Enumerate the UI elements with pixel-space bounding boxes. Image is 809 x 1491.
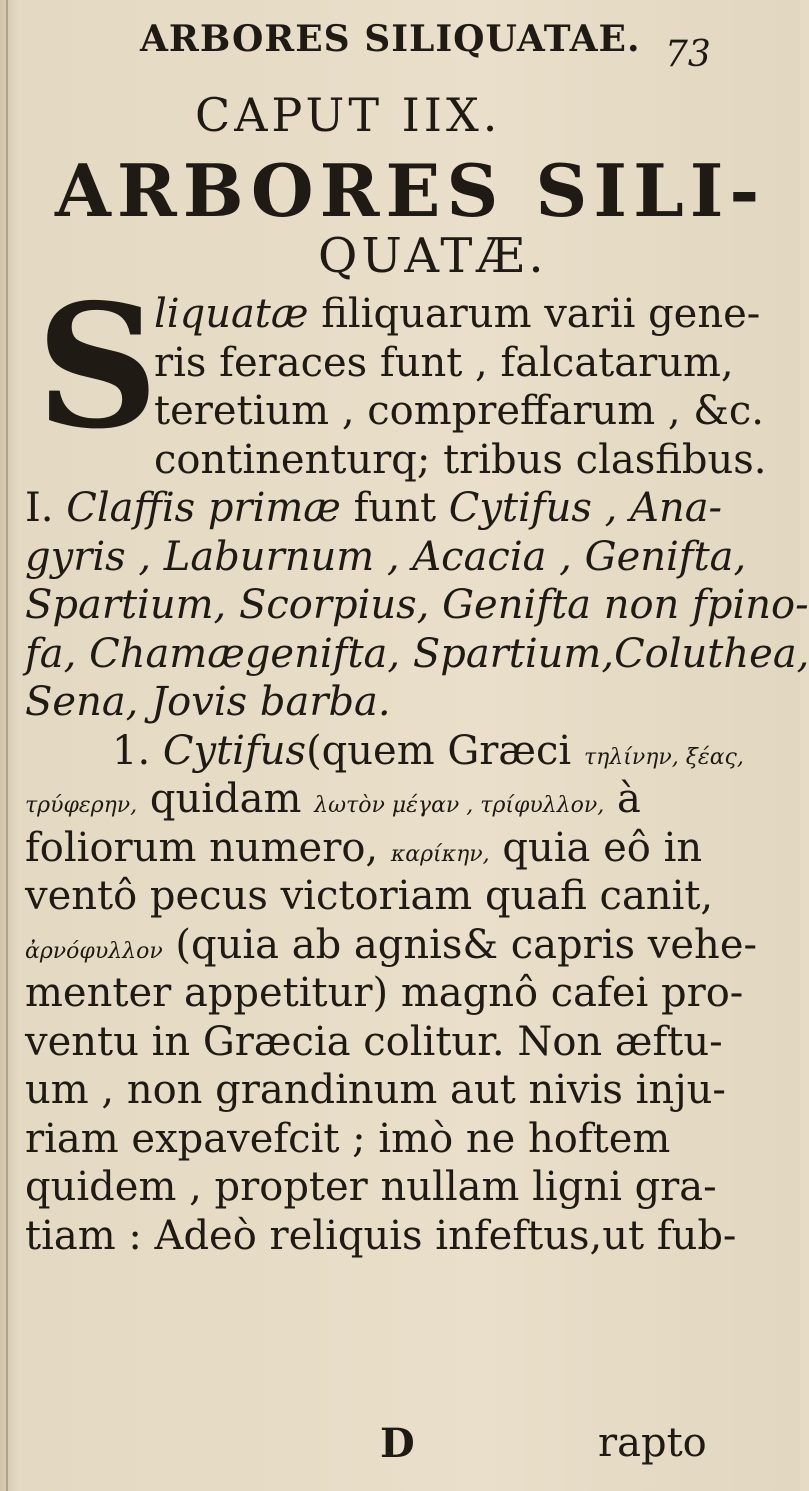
running-title: ARBORES SILIQUATAE.	[140, 18, 641, 60]
text-segment: quidam	[137, 776, 315, 822]
text-segment: riam expavefcit ; imò ne hoftem	[25, 1115, 671, 1162]
text-segment: Sena, Jovis barba.	[25, 679, 391, 725]
text-segment: (quem Græci	[306, 727, 584, 774]
text-segment: teretium , compreffarum , &c.	[154, 388, 764, 434]
chapter-heading: CAPUT IIX.	[195, 88, 502, 142]
text-line	[20, 1115, 790, 1164]
text-line	[20, 1163, 790, 1212]
text-segment: liquatæ	[154, 291, 309, 337]
text-segment: ventu in Græcia colitur. Non æftu-	[25, 1018, 723, 1065]
text-segment: gyris , Laburnum , Acacia , Genifta,	[25, 533, 747, 580]
greek-text: τρύφερην,	[25, 793, 138, 818]
text-segment: I.	[25, 485, 67, 531]
text-line	[20, 1066, 790, 1115]
text-segment: Cytifus , Ana-	[448, 485, 723, 531]
text-segment: continenturq; tribus clasfibus.	[154, 436, 767, 483]
text-line	[20, 872, 790, 921]
greek-text: λωτὸν μέγαν , τρίφυλλον,	[314, 793, 605, 818]
text-segment: ventô pecus victoriam quafi canit,	[25, 873, 714, 919]
text-segment: 1.	[112, 727, 163, 774]
text-segment: Claffis primæ	[66, 485, 341, 531]
text-segment: Cytifus	[162, 727, 307, 774]
text-line	[20, 581, 809, 630]
text-segment: à	[604, 776, 641, 822]
page-header	[0, 14, 800, 74]
text-segment: (quia ab agnis& capris vehe-	[162, 921, 757, 968]
text-line	[20, 533, 790, 582]
page-footer	[0, 1420, 800, 1470]
greek-text: καρίκην,	[390, 841, 490, 867]
text-segment: funt	[340, 485, 449, 531]
greek-text: ἀρνόφυλλον	[25, 938, 163, 964]
text-line	[20, 630, 809, 679]
text-line	[20, 1212, 790, 1261]
text-line	[20, 678, 790, 727]
text-segment: quia eô in	[489, 824, 703, 871]
text-line	[20, 484, 790, 533]
text-line	[20, 1018, 790, 1067]
text-line	[20, 727, 790, 776]
catchword: rapto	[598, 1420, 707, 1466]
text-segment: um , non grandinum aut nivis inju-	[25, 1067, 726, 1113]
text-line	[20, 824, 790, 873]
drop-cap: S	[36, 267, 159, 467]
body-text	[20, 267, 809, 1260]
chapter-title: ARBORES SILI-	[55, 148, 766, 233]
signature-mark: D	[380, 1420, 415, 1467]
greek-text: τηλίνην, ξέας,	[583, 744, 744, 770]
text-segment: menter appetitur) magnô cafei pro-	[25, 970, 744, 1016]
text-line	[20, 969, 790, 1018]
text-segment: tiam : Adeò reliquis infeftus,ut fub-	[25, 1212, 737, 1259]
text-segment: filiquarum varii gene-	[308, 291, 761, 337]
text-segment: fa, Chamægenifta, Spartium,Coluthea,	[25, 630, 809, 677]
chapter-title-continuation: QUATÆ.	[318, 228, 548, 284]
text-line	[20, 775, 790, 824]
binding-edge	[6, 0, 8, 1491]
page-number: 73	[665, 34, 711, 75]
text-segment: foliorum numero,	[25, 824, 391, 871]
text-segment: Spartium, Scorpius, Genifta non fpino-	[25, 582, 809, 628]
text-segment: ris feraces funt , falcatarum,	[154, 339, 734, 386]
text-line	[20, 921, 790, 970]
text-segment: quidem , propter nullam ligni gra-	[25, 1164, 717, 1210]
